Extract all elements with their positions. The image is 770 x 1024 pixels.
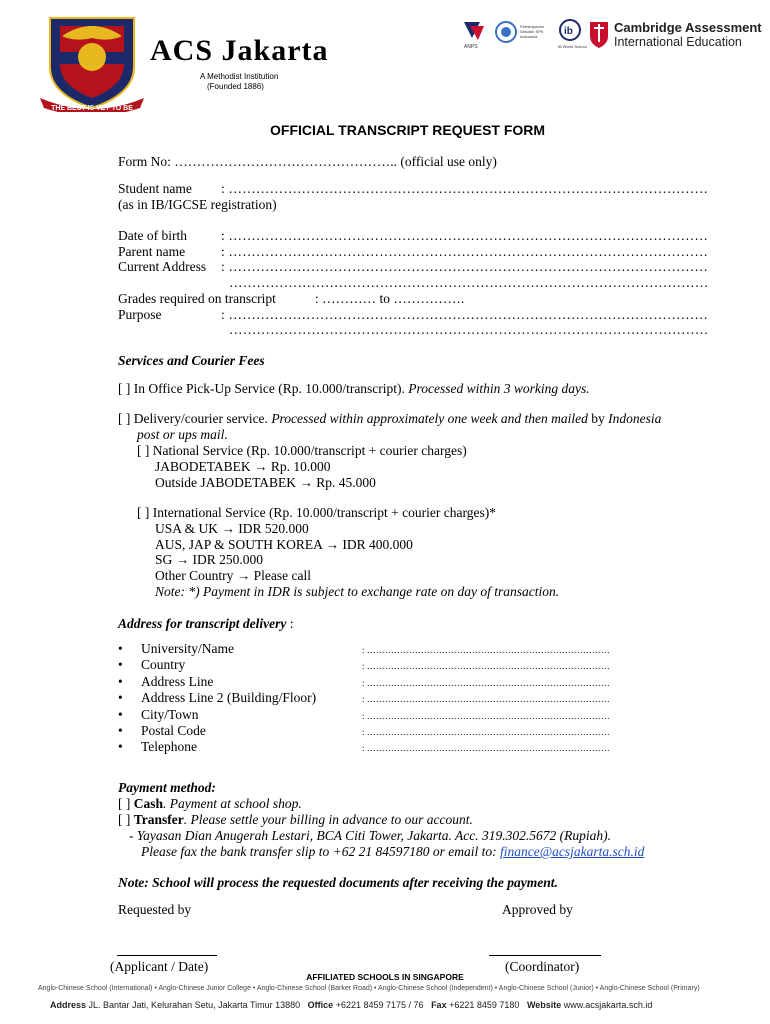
delivery-indonesia: Indonesia — [608, 411, 662, 426]
cash-checkbox[interactable]: [ ] — [118, 796, 131, 811]
cash-note: . Payment at school shop. — [163, 796, 302, 811]
city-field[interactable]: : ……………………………………………………………………… — [362, 710, 610, 721]
form-no-row — [118, 154, 497, 170]
svg-text:Sekolah SPK: Sekolah SPK — [520, 29, 544, 34]
crest-motto-text: THE BEST IS YET TO BE — [51, 105, 133, 112]
delivery-text: [ ] Delivery/courier service. — [118, 411, 268, 426]
office-phone: +6221 8459 7175 / 76 — [335, 1000, 424, 1010]
svg-text:Perhimpunan: Perhimpunan — [520, 24, 544, 29]
postal-code-field[interactable]: : ……………………………………………………………………… — [362, 727, 610, 738]
transfer-label: Transfer — [133, 812, 184, 827]
list-item: • City/Town — [141, 707, 316, 723]
fax-instruction: Please fax the bank transfer slip to +62 21 84597180 or email to: — [141, 844, 497, 859]
affiliated-schools-list: Anglo-Chinese School (International) • Anglo-Chinese Junior College • Anglo-Chinese School (Barker Road) • Anglo-Chinese School (Independent) • Anglo-Chinese School (Junior) • Anglo-Chinese School (Primary) — [38, 985, 700, 992]
school-subtitle: A Methodist Institution — [200, 72, 279, 81]
national-service-option[interactable]: [ ] National Service (Rp. 10.000/transcript + courier charges) — [137, 443, 467, 458]
parent-name-label: Parent name — [118, 244, 186, 259]
svg-text:ib: ib — [564, 26, 573, 37]
coordinator-signature-line[interactable] — [489, 955, 601, 956]
office-pickup-note: Processed within 3 working days. — [408, 381, 590, 396]
list-item: • Address Line 2 (Building/Floor) — [141, 690, 316, 706]
student-name-sublabel: (as in IB/IGCSE registration) — [118, 197, 277, 212]
address-heading-colon: : — [289, 616, 294, 631]
address-fields — [362, 642, 610, 757]
office-pickup-option[interactable] — [118, 381, 590, 397]
anps-label: ANPS — [464, 44, 478, 50]
coordinator-label: (Coordinator) — [505, 959, 580, 974]
address-list — [141, 641, 316, 756]
telephone-field[interactable]: : ……………………………………………………………………… — [362, 743, 610, 754]
purpose-label: Purpose — [118, 307, 162, 322]
address-label: Address — [50, 1000, 87, 1010]
grades-label: Grades required on transcript — [118, 291, 276, 306]
bank-account-info: - Yayasan Dian Anugerah Lestari, BCA Citi Tower, Jakarta. Acc. 319.302.5672 (Rupiah). — [129, 828, 612, 843]
address-line-2-field[interactable]: : ……………………………………………………………………… — [362, 694, 610, 705]
website-link[interactable]: www.acsjakarta.sch.id — [563, 1000, 653, 1010]
international-service-option[interactable]: [ ] International Service (Rp. 10.000/transcript + courier charges)* — [137, 505, 496, 520]
school-founded: (Founded 1886) — [207, 82, 264, 91]
cambridge-subtitle: International Education — [614, 35, 742, 49]
affiliated-schools-heading: AFFILIATED SCHOOLS IN SINGAPORE — [306, 972, 464, 982]
grades-field[interactable]: : ………… to ……………. — [315, 291, 465, 306]
svg-text:IB World School: IB World School — [558, 44, 587, 49]
school-name: ACS Jakarta — [150, 34, 329, 67]
other-country-fee: Other Country → Please call — [155, 568, 311, 583]
office-pickup-text: [ ] In Office Pick-Up Service (Rp. 10.000/transcript). — [118, 381, 405, 396]
finance-email-link[interactable]: finance@acsjakarta.sch.id — [499, 844, 645, 859]
list-item: • University/Name — [141, 641, 316, 657]
purpose-field[interactable]: : …………………………………………………………………………………………… — [221, 307, 709, 322]
sg-fee: SG → IDR 250.000 — [155, 552, 264, 567]
transfer-checkbox[interactable]: [ ] — [118, 812, 131, 827]
fax-number: +6221 8459 7180 — [449, 1000, 520, 1010]
address-heading: Address for transcript delivery — [118, 616, 287, 631]
list-item: • Telephone — [141, 739, 316, 755]
current-address-field[interactable]: : …………………………………………………………………………………………… — [221, 259, 709, 274]
applicant-label: (Applicant / Date) — [110, 959, 209, 974]
fax-instruction-row — [141, 844, 644, 860]
outside-jabodetabek-fee: Outside JABODETABEK → Rp. 45.000 — [155, 475, 376, 490]
student-name-field[interactable]: : …………………………………………………………………………………………… — [221, 181, 709, 196]
delivery-option[interactable] — [118, 411, 661, 427]
requested-by-label: Requested by — [118, 902, 192, 917]
student-name-label: Student name — [118, 181, 192, 196]
delivery-by: by — [591, 411, 605, 426]
parent-name-field[interactable]: : …………………………………………………………………………………………… — [221, 244, 709, 259]
website-label: Website — [526, 1000, 562, 1010]
form-no-dots[interactable]: ………………………………………….. — [174, 154, 398, 169]
transfer-note: . Please settle your billing in advance to our account. — [183, 812, 473, 827]
current-address-field-2[interactable]: …………………………………………………………………………………………… — [229, 275, 709, 290]
approved-by-label: Approved by — [502, 902, 573, 917]
school-crest-logo — [40, 12, 144, 112]
fax-label: Fax — [431, 1000, 447, 1010]
list-item: • Country — [141, 657, 316, 673]
list-item: • Postal Code — [141, 723, 316, 739]
address-heading-row — [118, 616, 294, 632]
accreditation-logos — [462, 18, 612, 50]
applicant-signature-line[interactable] — [117, 955, 217, 956]
list-item: • Address Line — [141, 674, 316, 690]
delivery-note: Processed within approximately one week and then mailed — [271, 411, 588, 426]
form-no-label: Form No: — [118, 154, 171, 169]
usa-uk-fee: USA & UK → IDR 520.000 — [155, 521, 309, 536]
form-no-note: (official use only) — [400, 154, 497, 169]
cash-label: Cash — [133, 796, 164, 811]
address-line-field[interactable]: : ……………………………………………………………………… — [362, 677, 610, 688]
svg-text:Indonesia: Indonesia — [520, 34, 538, 39]
services-heading: Services and Courier Fees — [118, 353, 265, 368]
dob-field[interactable]: : …………………………………………………………………………………………… — [221, 228, 709, 243]
payment-note: Note: School will process the requested documents after receiving the payment. — [118, 875, 558, 890]
university-field[interactable]: : ……………………………………………………………………… — [362, 645, 610, 655]
payment-heading: Payment method: — [118, 780, 216, 795]
contact-info-row — [50, 1000, 652, 1010]
cambridge-title: Cambridge Assessment — [614, 20, 762, 35]
cash-option[interactable] — [118, 796, 302, 812]
office-label: Office — [307, 1000, 334, 1010]
aus-jap-korea-fee: AUS, JAP & SOUTH KOREA → IDR 400.000 — [155, 537, 413, 552]
dob-label: Date of birth — [118, 228, 187, 243]
jabodetabek-fee: JABODETABEK → Rp. 10.000 — [155, 459, 331, 474]
transfer-option[interactable] — [118, 812, 473, 828]
purpose-field-2[interactable]: …………………………………………………………………………………………… — [229, 322, 709, 337]
country-field[interactable]: : ……………………………………………………………………… — [362, 661, 610, 672]
delivery-note-cont: post or ups mail. — [137, 427, 228, 442]
address-text: JL. Bantar Jati, Kelurahan Setu, Jakarta Timur 13880 — [88, 1000, 301, 1010]
current-address-label: Current Address — [118, 259, 207, 274]
exchange-rate-note: Note: *) Payment in IDR is subject to exchange rate on day of transaction. — [155, 584, 560, 599]
form-title: OFFICIAL TRANSCRIPT REQUEST FORM — [270, 122, 546, 138]
